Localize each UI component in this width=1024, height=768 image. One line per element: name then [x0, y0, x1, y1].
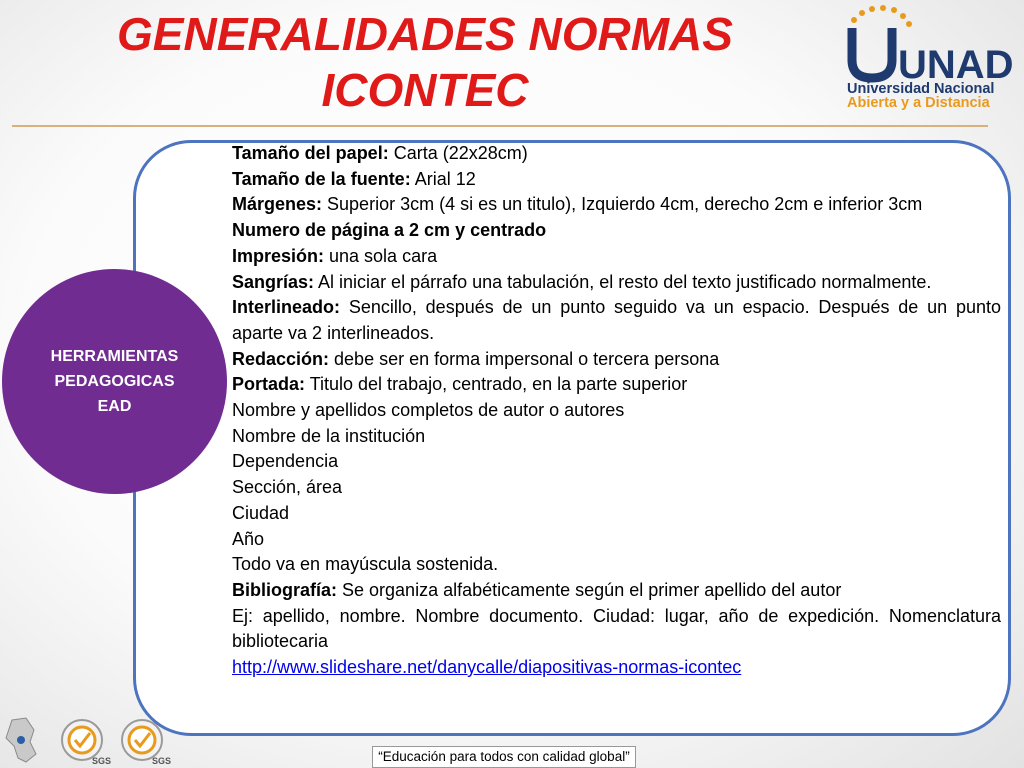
margins-label: Márgenes: [232, 194, 323, 215]
font-size-label: Tamaño de la fuente: [232, 168, 411, 189]
writing-item [232, 347, 1001, 373]
sgs-badge-label: SGS [92, 756, 112, 766]
page-number-text: Numero de página a 2 cm y centrado [232, 220, 547, 241]
print-value: una sola cara [324, 245, 438, 266]
circle-line1: HERRAMIENTAS [50, 348, 179, 365]
bibliography-value: Se organiza alfabéticamente según el primer apellido del autor [337, 579, 842, 600]
writing-label: Redacción: [232, 348, 330, 369]
cover-line: Nombre de la institución [232, 425, 426, 446]
margins-item [232, 192, 1001, 218]
circle-line3: EAD [97, 398, 132, 415]
slideshare-link[interactable]: http://www.slideshare.net/danycalle/diapositivas-normas-icontec [232, 657, 742, 678]
paper-size-item [232, 141, 1001, 167]
indent-label: Sangrías: [232, 271, 315, 292]
link-line [232, 655, 1001, 681]
slide-title [30, 6, 820, 118]
bibliography-item [232, 578, 1001, 604]
spacing-value: Sencillo, después de un punto seguido va un espacio. Después de un punto aparte va 2 interlineados. [232, 297, 1001, 343]
paper-size-label: Tamaño del papel: [232, 143, 389, 163]
example-line: Ej: apellido, nombre. Nombre documento. Ciudad: lugar, año de expedición. Nomenclatura bibliotecaria [232, 605, 1001, 652]
spacing-label: Interlineado: [232, 297, 341, 318]
font-size-value: Arial 12 [410, 168, 476, 189]
print-item [232, 244, 1001, 270]
slide-title-line2: ICONTEC [321, 64, 529, 116]
cover-item [232, 372, 1001, 398]
footer-slogan: “Educación para todos con calidad global” [372, 746, 636, 768]
sgs-badge-label: SGS [152, 756, 172, 766]
slide-title-line1: GENERALIDADES NORMAS [117, 8, 733, 60]
spacing-item [232, 295, 1001, 346]
cover-line: Ciudad [232, 502, 290, 523]
cover-line: Nombre y apellidos completos de autor o autores [232, 400, 625, 421]
indent-value: Al iniciar el párrafo una tabulación, el resto del texto justificado normalmente. [314, 271, 932, 292]
cover-line: Todo va en mayúscula sostenida. [232, 554, 499, 575]
margins-value: Superior 3cm (4 si es un titulo), Izquierdo 4cm, derecho 2cm e inferior 3cm [322, 194, 923, 215]
cover-line: Dependencia [232, 451, 339, 472]
logo-name: Universidad Nacional [847, 81, 995, 97]
title-divider [12, 125, 988, 127]
sgs-badge-icon [62, 720, 111, 766]
logo-brand-text: UNAD [898, 43, 1014, 87]
cover-line: Año [232, 528, 265, 549]
logo-subtitle: Abierta y a Distancia [847, 95, 990, 111]
cover-line: Sección, área [232, 477, 343, 498]
content-text [232, 141, 1001, 681]
writing-value: debe ser en forma impersonal o tercera persona [329, 348, 720, 369]
section-circle [2, 269, 227, 494]
paper-size-value: Carta (22x28cm) [388, 143, 528, 163]
cover-label: Portada: [232, 374, 306, 395]
page-number-item [232, 218, 1001, 244]
print-label: Impresión: [232, 245, 325, 266]
colombia-map-icon [6, 718, 36, 762]
circle-line2: PEDAGOGICAS [54, 373, 175, 390]
indent-item [232, 270, 1001, 296]
font-size-item [232, 167, 1001, 193]
certification-badges [0, 712, 180, 768]
cover-value: Titulo del trabajo, centrado, en la parte superior [305, 374, 688, 395]
sgs-badge-icon [122, 720, 171, 766]
bibliography-label: Bibliografía: [232, 579, 338, 600]
